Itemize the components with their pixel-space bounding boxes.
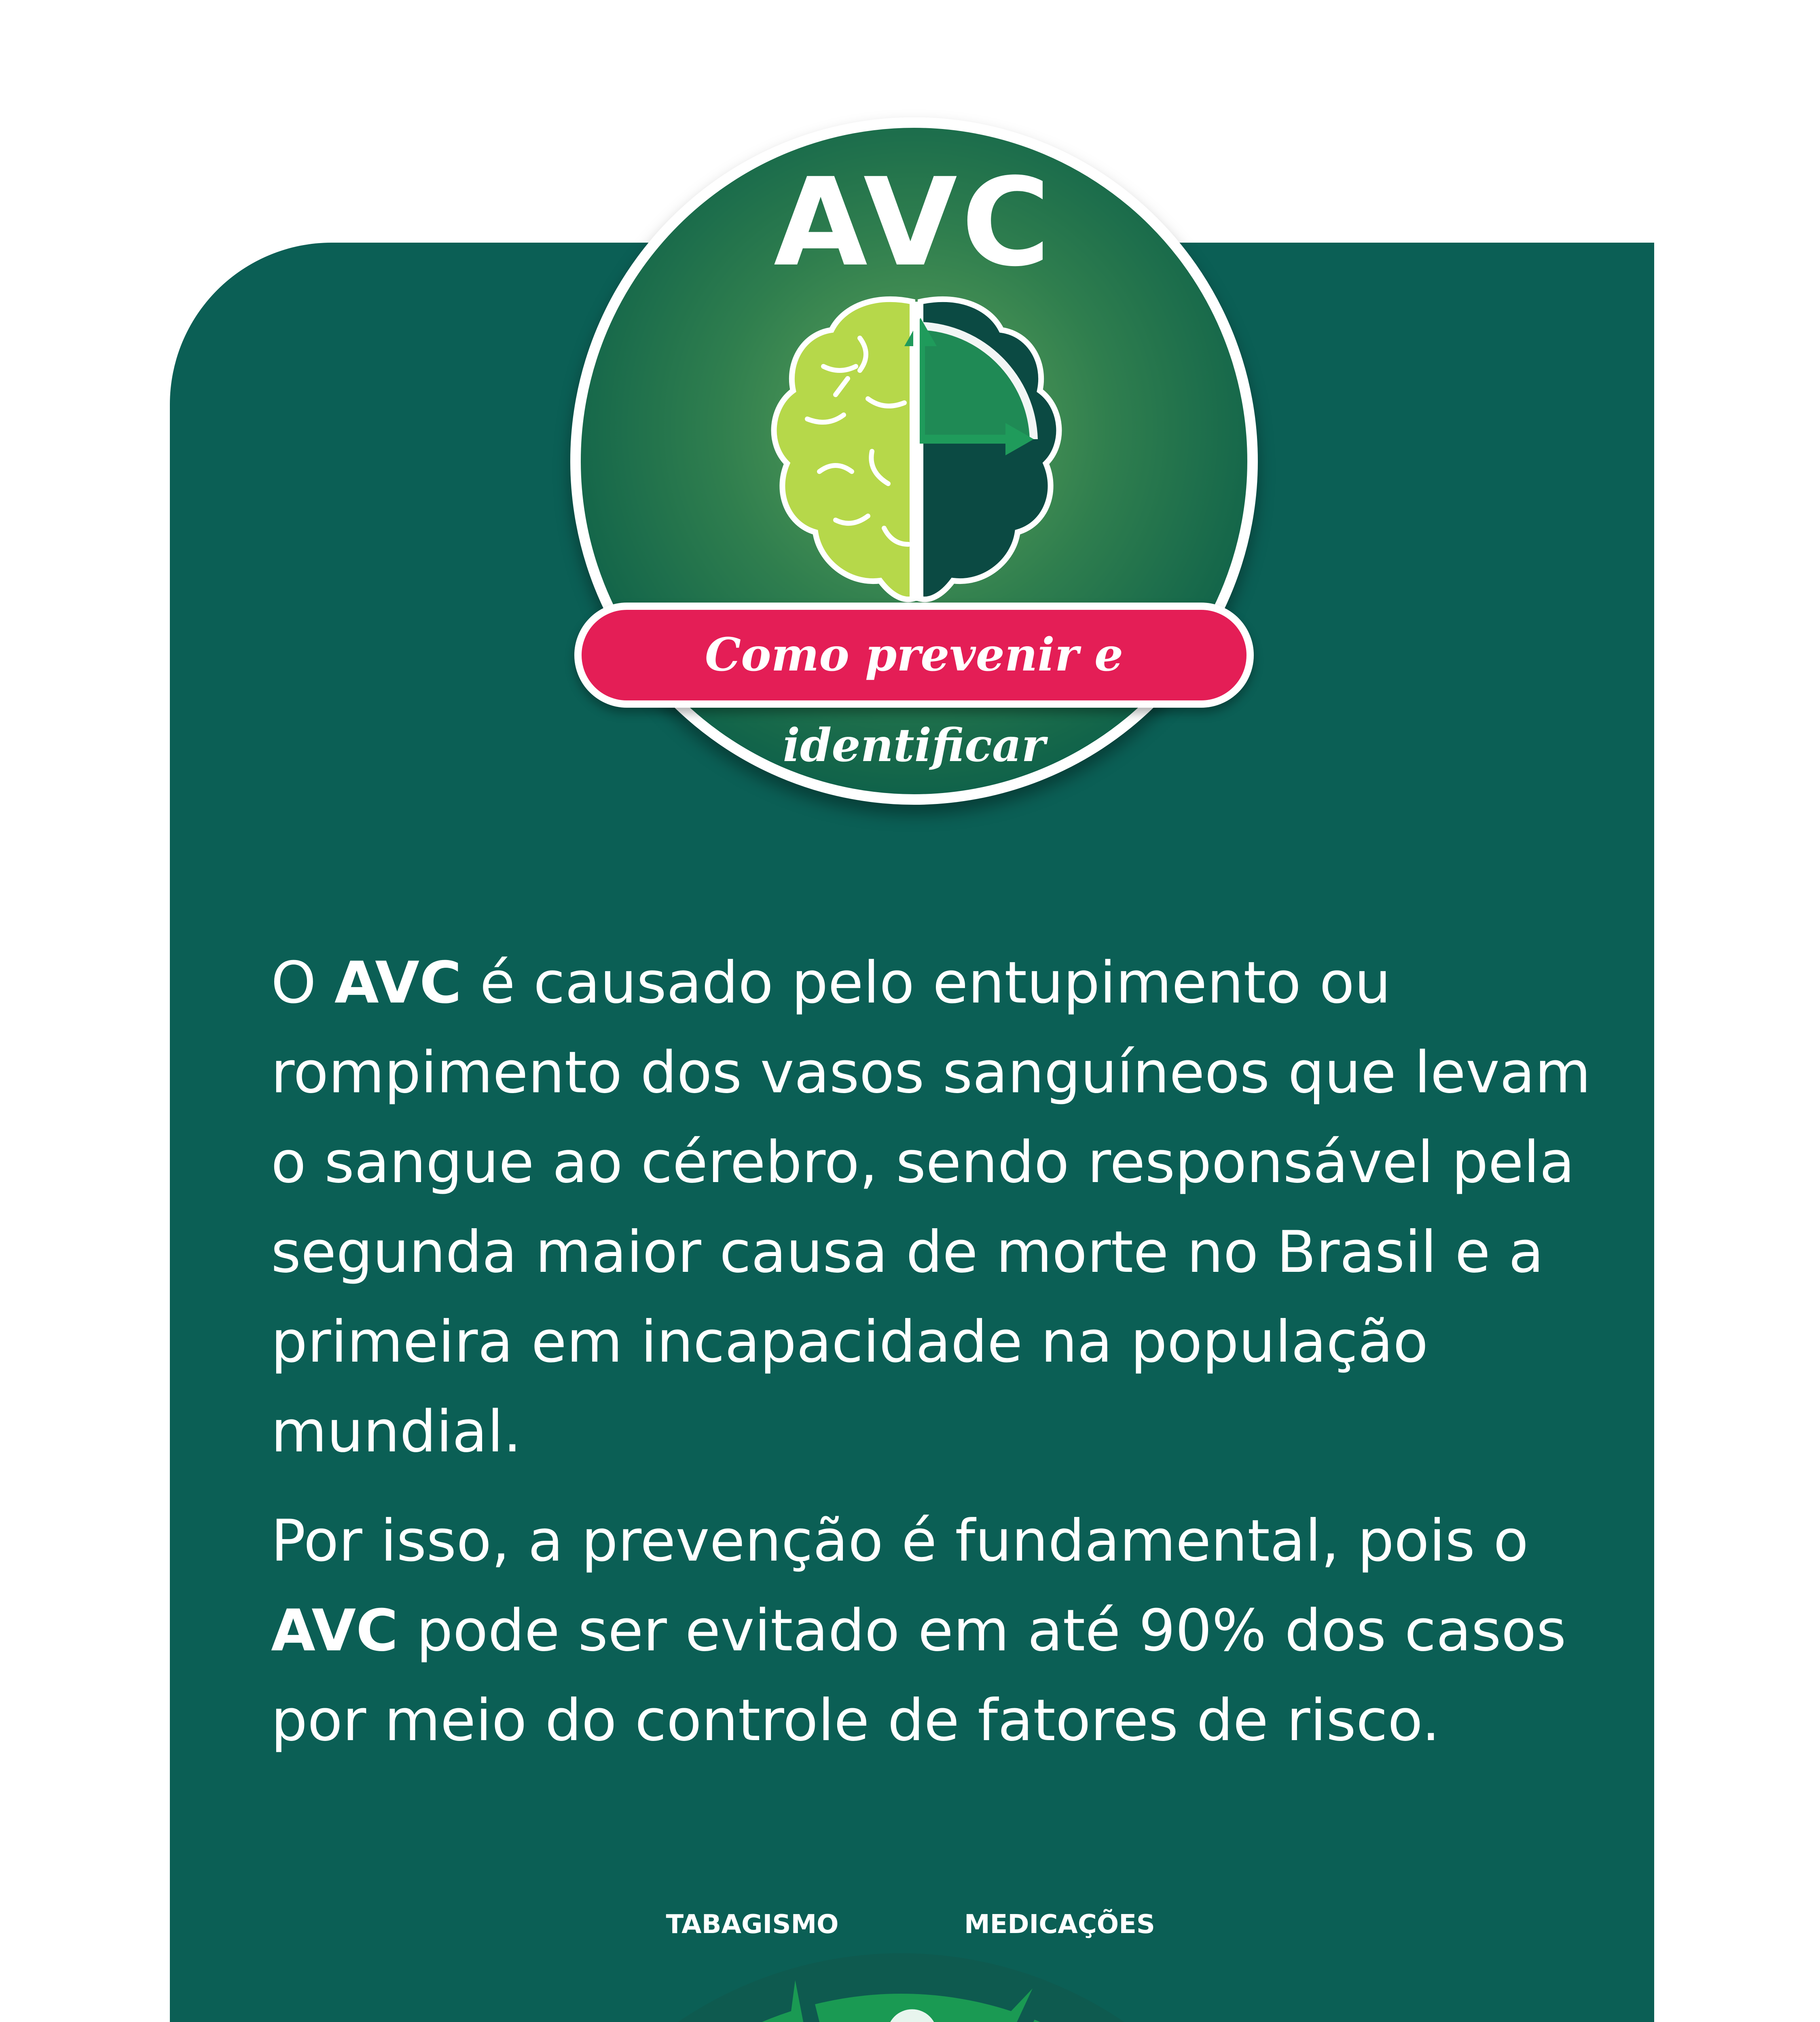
risk-factor-label: MEDICAÇÕES <box>964 1910 1155 1940</box>
intro-paragraph-1 <box>271 938 1606 1477</box>
intro-text: é causado pelo entupimento ou rompimento dos vasos sanguíneos que levam o sangue ao cérebro, sendo responsável pela segunda maior causa de morte no Brasil e a primeira em incapacidade na população mundial. <box>271 950 1591 1465</box>
brain-clock-icon <box>755 277 1078 641</box>
risk-factor-wheel <box>0 1860 1820 2022</box>
badge-title: AVC <box>773 152 1055 293</box>
intro-text-bold: AVC <box>271 1597 398 1664</box>
risk-factor-label: TABAGISMO <box>666 1910 839 1940</box>
badge-ribbon: Como prevenir e identificar <box>574 603 1254 708</box>
intro-text: O <box>271 950 334 1016</box>
intro-text-bold: AVC <box>334 950 462 1016</box>
intro-text: pode ser evitado em até 90% dos casos por meio do controle de fatores de risco. <box>271 1597 1566 1754</box>
intro-paragraph-2 <box>271 1496 1606 1766</box>
intro-text: Por isso, a prevenção é fundamental, pois o <box>271 1508 1529 1574</box>
